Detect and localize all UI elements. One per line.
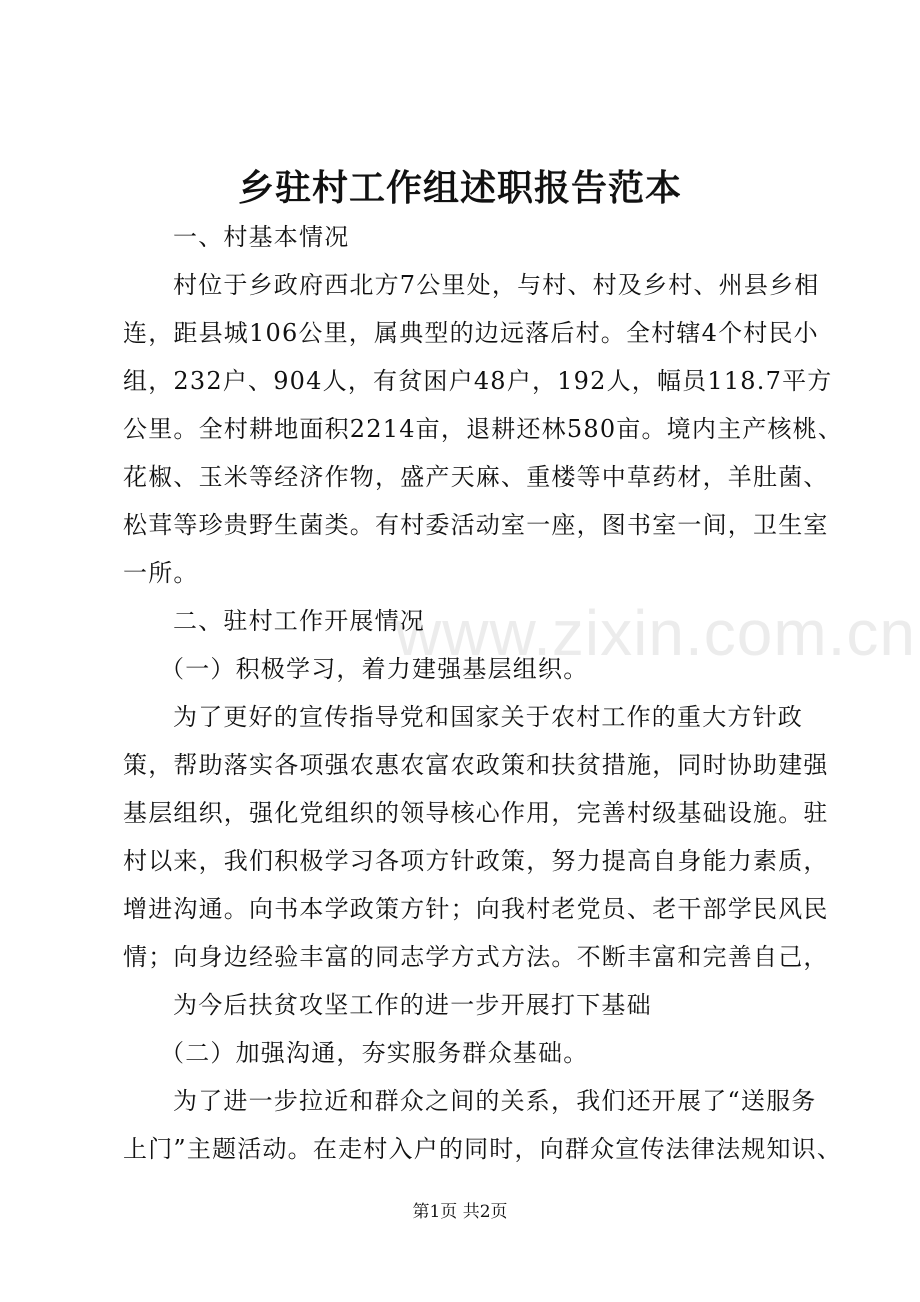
page-footer: 第1页 共2页 xyxy=(412,1202,508,1222)
paragraph-line: 花椒、玉米等经济作物，盛产天麻、重楼等中草药材，羊肚菌、 xyxy=(123,463,829,491)
paragraph-line: 情；向身边经验丰富的同志学方式方法。不断丰富和完善自己， xyxy=(123,943,829,971)
paragraph-line: 公里。全村耕地面积2214亩，退耕还林580亩。境内主产核桃、 xyxy=(123,415,844,443)
subsection-heading: （一）积极学习，着力建强基层组织。 xyxy=(160,655,589,683)
paragraph-line: 为了更好的宣传指导党和国家关于农村工作的重大方针政 xyxy=(173,703,803,731)
paragraph-line: 村位于乡政府西北方7公里处，与村、村及乡村、州县乡相 xyxy=(173,271,820,299)
paragraph-line: 连，距县城106公里，属典型的边远落后村。全村辖4个村民小 xyxy=(123,319,819,347)
paragraph-line: 增进沟通。向书本学政策方针；向我村老党员、老干部学民风民 xyxy=(123,895,829,923)
paragraph-line: 策，帮助落实各项强农惠农富农政策和扶贫措施，同时协助建强 xyxy=(123,751,829,779)
section-heading: 二、驻村工作开展情况 xyxy=(173,607,425,635)
section-heading: 一、村基本情况 xyxy=(173,223,350,251)
paragraph-line: 为了进一步拉近和群众之间的关系，我们还开展了“送服务 xyxy=(173,1087,817,1115)
paragraph-line: 为今后扶贫攻坚工作的进一步开展打下基础 xyxy=(173,991,652,1019)
watermark: www.zixin.com.cn xyxy=(395,597,916,669)
paragraph-line: 村以来，我们积极学习各项方针政策，努力提高自身能力素质， xyxy=(123,847,829,875)
paragraph-line: 松茸等珍贵野生菌类。有村委活动室一座，图书室一间，卫生室 xyxy=(123,511,829,539)
paragraph-line: 基层组织，强化党组织的领导核心作用，完善村级基础设施。驻 xyxy=(123,799,829,827)
paragraph-line: 上门”主题活动。在走村入户的同时，向群众宣传法律法规知识、 xyxy=(123,1135,843,1163)
paragraph-line: 一所。 xyxy=(123,559,199,587)
document-title: 乡驻村工作组述职报告范本 xyxy=(237,167,682,209)
paragraph-line: 组，232户、904人，有贫困户48户，192人，幅员118.7平方 xyxy=(123,367,833,395)
subsection-heading: （二）加强沟通，夯实服务群众基础。 xyxy=(160,1039,589,1067)
